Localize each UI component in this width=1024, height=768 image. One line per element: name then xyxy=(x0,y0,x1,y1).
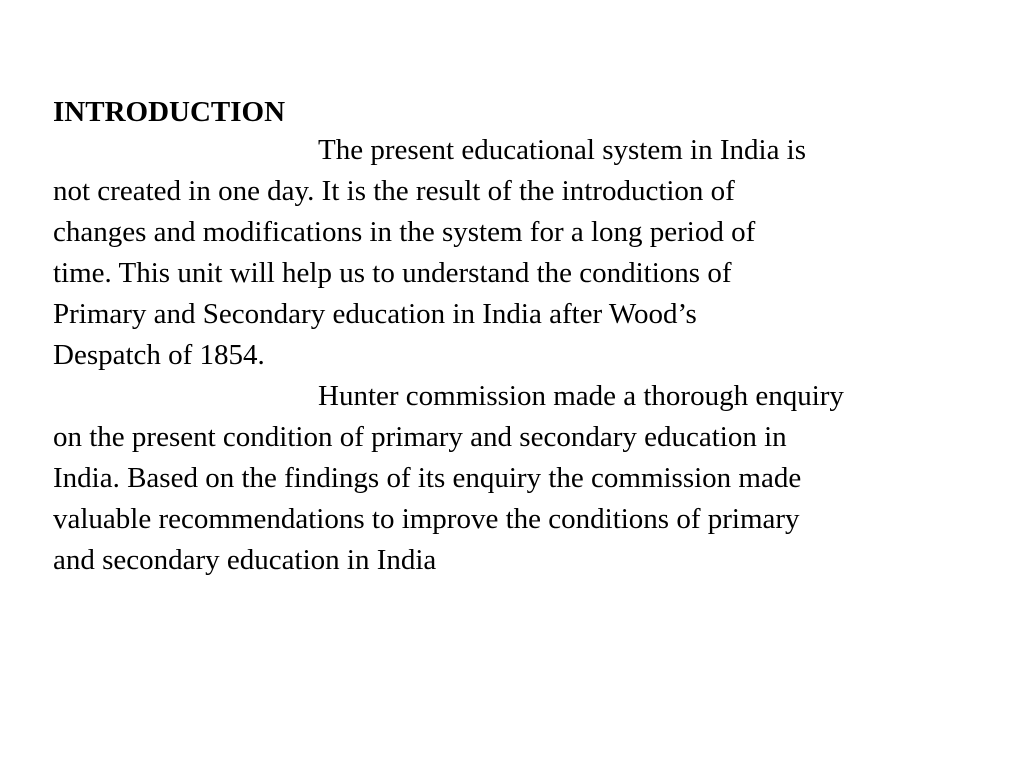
paragraph-line: Despatch of 1854. xyxy=(53,339,265,371)
paragraph-line: not created in one day. It is the result of the introduction of xyxy=(53,175,735,207)
paragraph-line: Hunter commission made a thorough enquiry xyxy=(318,380,844,412)
paragraph-line: time. This unit will help us to understand the conditions of xyxy=(53,257,732,289)
slide-heading: INTRODUCTION xyxy=(53,96,286,128)
paragraph-line: valuable recommendations to improve the conditions of primary xyxy=(53,503,800,535)
text-frame xyxy=(53,94,953,581)
paragraph-line: Primary and Secondary education in India after Wood’s xyxy=(53,298,697,330)
paragraph-line: changes and modifications in the system for a long period of xyxy=(53,216,756,248)
paragraph-line: and secondary education in India xyxy=(53,544,437,576)
paragraph-line: on the present condition of primary and secondary education in xyxy=(53,421,787,453)
paragraph-hunter-commission xyxy=(53,376,953,581)
paragraph-present-system xyxy=(53,130,953,376)
paragraph-line: The present educational system in India is xyxy=(318,134,807,166)
paragraph-line: India. Based on the findings of its enquiry the commission made xyxy=(53,462,802,494)
